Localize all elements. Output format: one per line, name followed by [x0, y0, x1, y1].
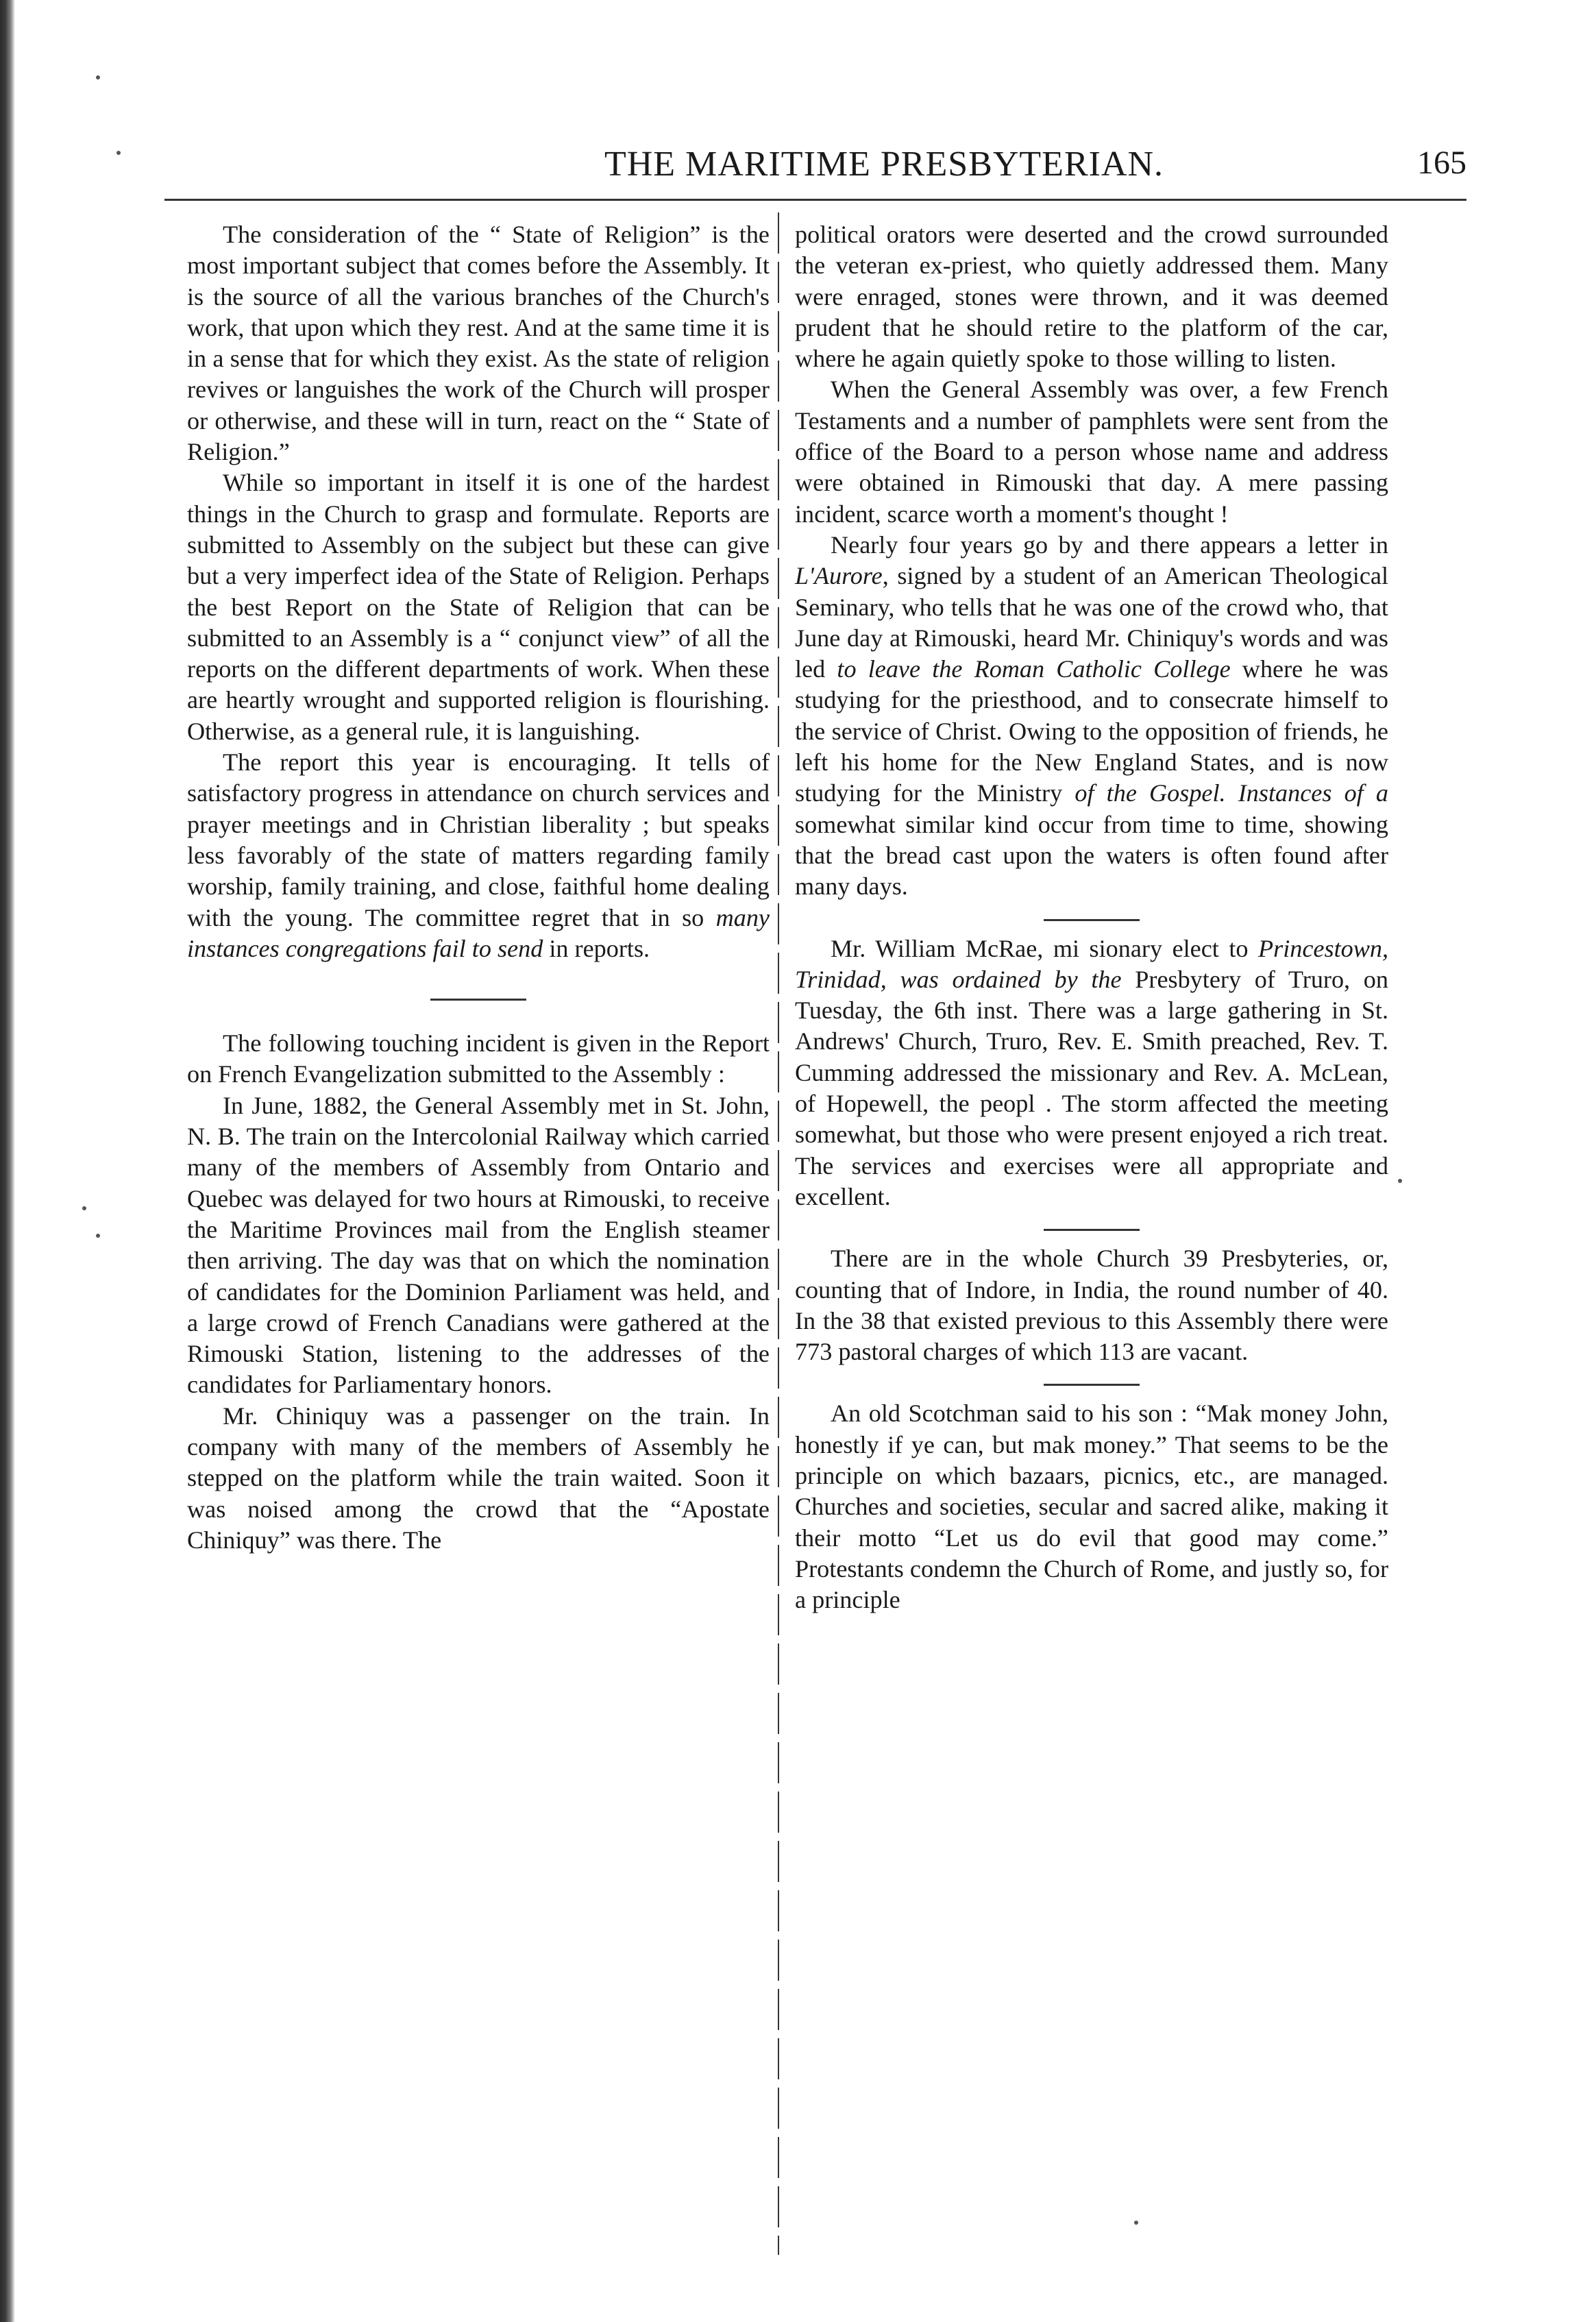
p4-italic: Princestown, Trinidad, was ordained by the	[795, 934, 1388, 993]
p3-text-c: where he was studying for the priesthood, and to consecrate himself to the service of Christ. Owing to the opposition of friends, he left his home for the New England States, and is now studying for the Ministry	[795, 655, 1388, 807]
running-title: THE MARITIME PRESBYTERIAN.	[604, 145, 1164, 184]
report-text-start: The report this year is encouraging. It tells of satisfactory progress in attendance on church services and prayer meetings and in Christian liberality ; but speaks less favorably of the state of matters regarding family worship, family training, and close, faithful home dealing with the young. The committee regret that in so	[187, 748, 770, 931]
scan-speck	[82, 1206, 86, 1210]
p4-text-a: Mr. William McRae, mi sionary elect to	[831, 934, 1259, 962]
column-divider	[778, 212, 779, 2255]
section-separator	[1044, 919, 1140, 921]
section-separator	[1044, 1229, 1140, 1231]
left-column	[187, 219, 770, 1556]
page-header	[164, 144, 1466, 192]
scan-speck	[116, 151, 121, 155]
scan-binding-edge	[0, 0, 15, 2322]
section-separator	[430, 999, 526, 1001]
page-number: 165	[1417, 145, 1466, 181]
report-text-italic: many instances congregations fail to send	[187, 903, 770, 962]
scan-speck	[1134, 2221, 1138, 2225]
p3-italic-college: to leave the Roman Catholic College	[837, 655, 1231, 683]
political-orators-paragraph: political orators were deserted and the crowd surrounded the veteran ex-priest, who quietly addressed them. Many were enraged, stones were thrown, and it was deemed prudent that he should retire to the platform of the car, where he again quietly spoke to those willing to listen.	[795, 221, 1388, 373]
chiniquy-passenger-paragraph: Mr. Chiniquy was a passenger on the train. In company with many of the members of Assembly he stepped on the platform while the train waited. Soon it was noised among the crowd that the “Apostate Chiniquy” was there. The	[187, 1402, 770, 1554]
touching-incident-intro: The following touching incident is given in the Report on French Evangelization submitted to the Assembly :	[187, 1029, 770, 1088]
presbyteries-paragraph: There are in the whole Church 39 Presbyteries, or, counting that of Indore, in India, the round number of 40. In the 38 that existed previous to this Assembly there were 773 pastoral charges of which 113 are vacant.	[795, 1245, 1388, 1366]
state-of-religion-paragraph: The consideration of the “ State of Religion” is the most important subject that comes before the Assembly. It is the source of all the various branches of the Church's work, that upon which they rest. And at the same time it is in a sense that for which they exist. As the state of religion revives or languishes the work of the Church will prosper or otherwise, and these will in turn, react on the “ State of Religion.”	[187, 221, 770, 466]
scan-speck	[1398, 1179, 1402, 1183]
laurore-title: L'Aurore	[795, 562, 883, 590]
mcrae-ordination-paragraph	[795, 933, 1388, 1213]
report-encouraging-paragraph	[187, 747, 770, 964]
section-separator	[1044, 1384, 1140, 1386]
p3-text-a: Nearly four years go by and there appears a letter in	[831, 530, 1388, 559]
p3-text-d: somewhat similar kind occur from time to time, showing that the bread cast upon the waters is often found after many days.	[795, 810, 1388, 901]
scan-speck	[96, 75, 100, 80]
report-text-end: in reports.	[543, 934, 650, 962]
hardest-things-paragraph: While so important in itself it is one of the hardest things in the Church to grasp and formulate. Reports are submitted to Assembly on the subject but these can give but a very imperfect idea of the State of Religion. Perhaps the best Report on the State of Religion that can be submitted to an Assembly is a “ conjunct view” of all the reports on the different departments of work. When these are heartly wrought and supported religion is flourishing. Otherwise, as a general rule, it is languishing.	[187, 469, 770, 745]
june-1882-paragraph: In June, 1882, the General Assembly met in St. John, N. B. The train on the Intercolonial Railway which carried many of the members of Assembly from Ontario and Quebec was delayed for two hours at Rimouski, to receive the Maritime Provinces mail from the English steamer then arriving. The day was that on which the nomination of candidates for the Dominion Parliament was held, and a large crowd of French Canadians were gathered at the Rimouski Station, listening to the addresses of the candidates for Parliamentary honors.	[187, 1091, 770, 1399]
header-rule	[164, 199, 1466, 201]
p4-text-b: Presbytery of Truro, on Tuesday, the 6th inst. There was a large gathering in St. Andrews' Church, Truro, Rev. E. Smith preached, Rev. T. Cumming addressed the missionary and Rev. A. McLean, of Hopewell, the peopl . The storm affected the meeting somewhat, but those who were present enjoyed a rich treat. The services and exercises were all appropriate and excellent.	[795, 965, 1388, 1210]
right-column	[795, 219, 1388, 1615]
p3-text-b: , signed by a student of an American Theological Seminary, who tells that he was one of the crowd who, that June day at Rimouski, heard Mr. Chiniquy's words and was led	[795, 562, 1388, 683]
p3-italic-gospel: of the Gospel. Instances of a	[1075, 779, 1388, 807]
scotchman-paragraph: An old Scotchman said to his son : “Mak money John, honestly if ye can, but mak money.” That seems to be the principle on which bazaars, picnics, etc., are managed. Churches and societies, secular and sacred alike, making it their motto “Let us do evil that good may come.” Protestants condemn the Church of Rome, and justly so, for a principle	[795, 1400, 1388, 1614]
nearly-four-years-paragraph	[795, 530, 1388, 903]
scan-speck	[96, 1234, 100, 1238]
assembly-over-paragraph: When the General Assembly was over, a few French Testaments and a number of pamphlets were sent from the office of the Board to a person whose name and address were obtained in Rimouski that day. A mere passing incident, scarce worth a moment's thought !	[795, 376, 1388, 528]
